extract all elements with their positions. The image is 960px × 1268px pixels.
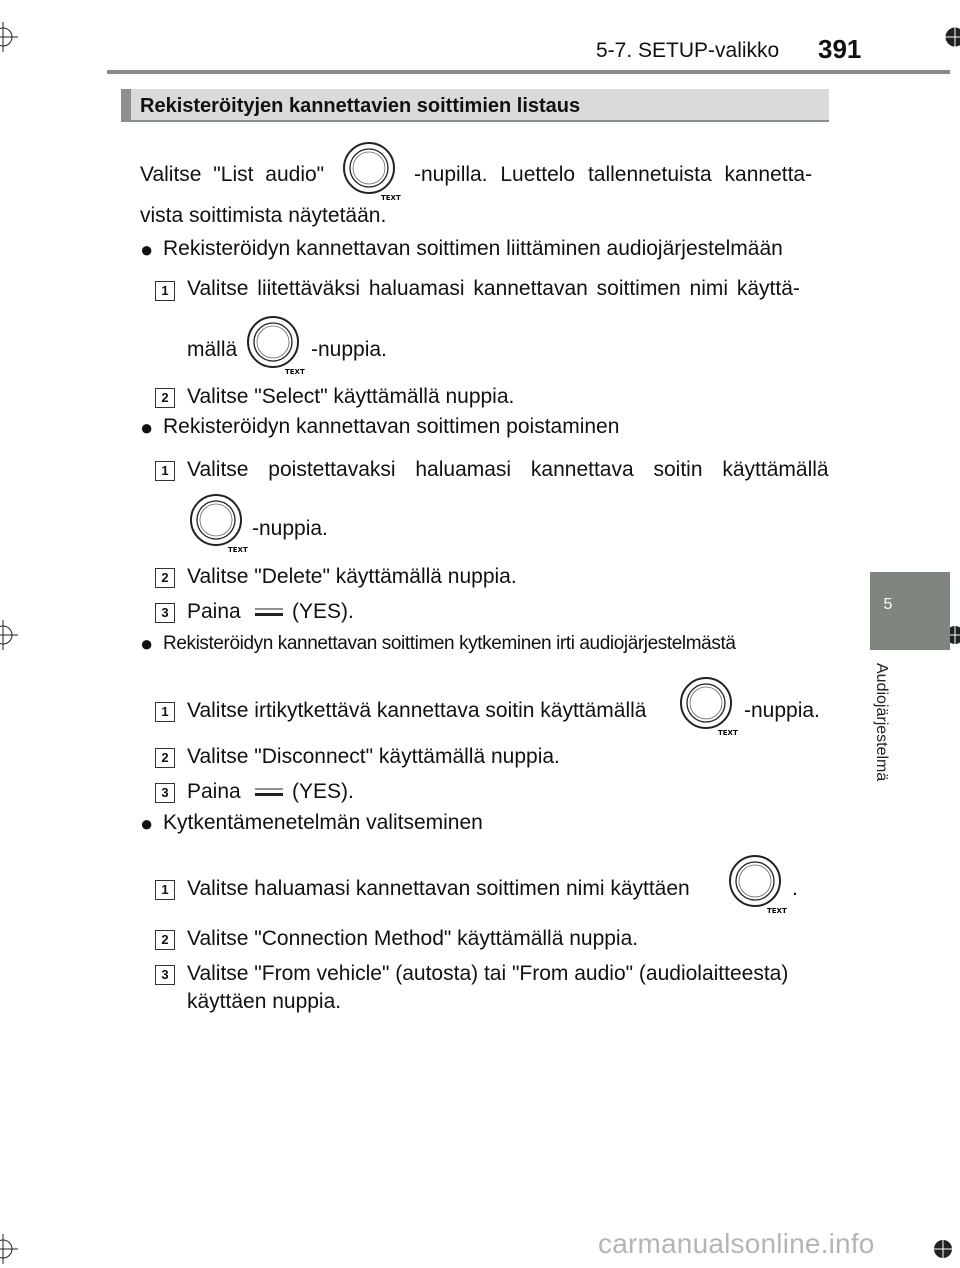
connect-step2: Valitse "Select" käyttämällä nuppia. xyxy=(187,385,515,408)
method-step3-b: käyttäen nuppia. xyxy=(187,990,342,1013)
disconnect-step3-b: (YES). xyxy=(292,780,354,803)
tune-knob-icon xyxy=(245,315,307,382)
tune-knob-icon xyxy=(727,854,789,921)
step-number: 3 xyxy=(155,783,175,803)
method-step2: Valitse "Connection Method" käyttämällä nuppia. xyxy=(187,927,639,950)
tune-knob-icon xyxy=(188,493,250,560)
intro-text-b: -nupilla. Luettelo tallennetuista kannetta- xyxy=(414,163,813,186)
intro-text-c: vista soittimista näytetään. xyxy=(140,204,387,227)
step-number: 1 xyxy=(155,461,175,481)
method-step1-b: . xyxy=(792,877,798,900)
tune-knob-icon xyxy=(341,141,403,208)
step-number: 1 xyxy=(155,702,175,722)
disconnect-step3-a: Paina xyxy=(187,780,241,803)
disconnect-step1-a: Valitse irtikytkettävä kannettava soitin käyttämällä xyxy=(187,699,647,722)
crop-mark-mid-left xyxy=(0,620,18,650)
disconnect-heading: Rekisteröidyn kannettavan soittimen kytkeminen irti audiojärjestelmästä xyxy=(163,633,736,654)
disconnect-step2: Valitse "Disconnect" käyttämällä nuppia. xyxy=(187,745,560,768)
tune-knob-icon xyxy=(678,676,740,743)
chapter-tab-title-text: Audiojärjestelmä xyxy=(873,663,890,782)
knob-label: TEXT xyxy=(228,546,248,554)
step-number: 3 xyxy=(155,965,175,985)
knob-label: TEXT xyxy=(285,368,305,376)
crop-mark-top-left xyxy=(0,22,18,52)
watermark: carmanualsonline.info xyxy=(598,1228,875,1259)
method-step3-a: Valitse "From vehicle" (autosta) tai "From audio" (audiolaitteesta) xyxy=(187,962,789,985)
method-step1-a: Valitse haluamasi kannettavan soittimen nimi käyttäen xyxy=(187,877,690,900)
bullet: ● xyxy=(140,811,154,836)
crop-mark-top-right xyxy=(940,22,960,52)
step-number: 2 xyxy=(155,388,175,408)
connect-heading: Rekisteröidyn kannettavan soittimen liittäminen audiojärjestelmään xyxy=(163,237,783,260)
bullet: ● xyxy=(140,415,154,440)
remove-step1-b: -nuppia. xyxy=(252,517,328,540)
chapter-tab-title xyxy=(872,663,908,803)
bullet: ● xyxy=(140,237,154,262)
knob-label: TEXT xyxy=(381,194,401,202)
chapter-tab-number: 5 xyxy=(883,596,893,613)
knob-label: TEXT xyxy=(767,907,787,915)
connect-step1-b: mällä xyxy=(187,338,238,361)
connect-step1-a: Valitse liitettäväksi haluamasi kannettavan soittimen nimi käyttä- xyxy=(187,277,800,300)
disconnect-step1-b: -nuppia. xyxy=(744,699,820,722)
bullet: ● xyxy=(140,631,154,656)
section-header: 5-7. SETUP-valikko xyxy=(596,39,780,62)
knob-label: TEXT xyxy=(718,729,738,737)
step-number: 3 xyxy=(155,603,175,623)
section-title: Rekisteröityjen kannettavien soittimien listaus xyxy=(140,95,581,117)
step-number: 2 xyxy=(155,930,175,950)
remove-step2: Valitse "Delete" käyttämällä nuppia. xyxy=(187,565,517,588)
remove-step1-a: Valitse poistettavaksi haluamasi kannettava soitin käyttämällä xyxy=(187,458,829,481)
step-number: 1 xyxy=(155,880,175,900)
intro-text-a: Valitse "List audio" xyxy=(140,163,325,186)
step-number: 2 xyxy=(155,748,175,768)
remove-step3-a: Paina xyxy=(187,600,241,623)
connect-step1-c: -nuppia. xyxy=(311,338,387,361)
yes-button-icon xyxy=(254,606,284,625)
crop-mark-bottom-left xyxy=(0,1234,18,1264)
step-number: 2 xyxy=(155,568,175,588)
step-number: 1 xyxy=(155,281,175,301)
remove-heading: Rekisteröidyn kannettavan soittimen poistaminen xyxy=(163,415,620,438)
page-number: 391 xyxy=(818,34,862,64)
remove-step3-b: (YES). xyxy=(292,600,354,623)
method-heading: Kytkentämenetelmän valitseminen xyxy=(163,811,483,834)
crop-mark-bottom-right xyxy=(928,1234,958,1264)
header-rule xyxy=(107,70,950,74)
yes-button-icon xyxy=(254,786,284,805)
